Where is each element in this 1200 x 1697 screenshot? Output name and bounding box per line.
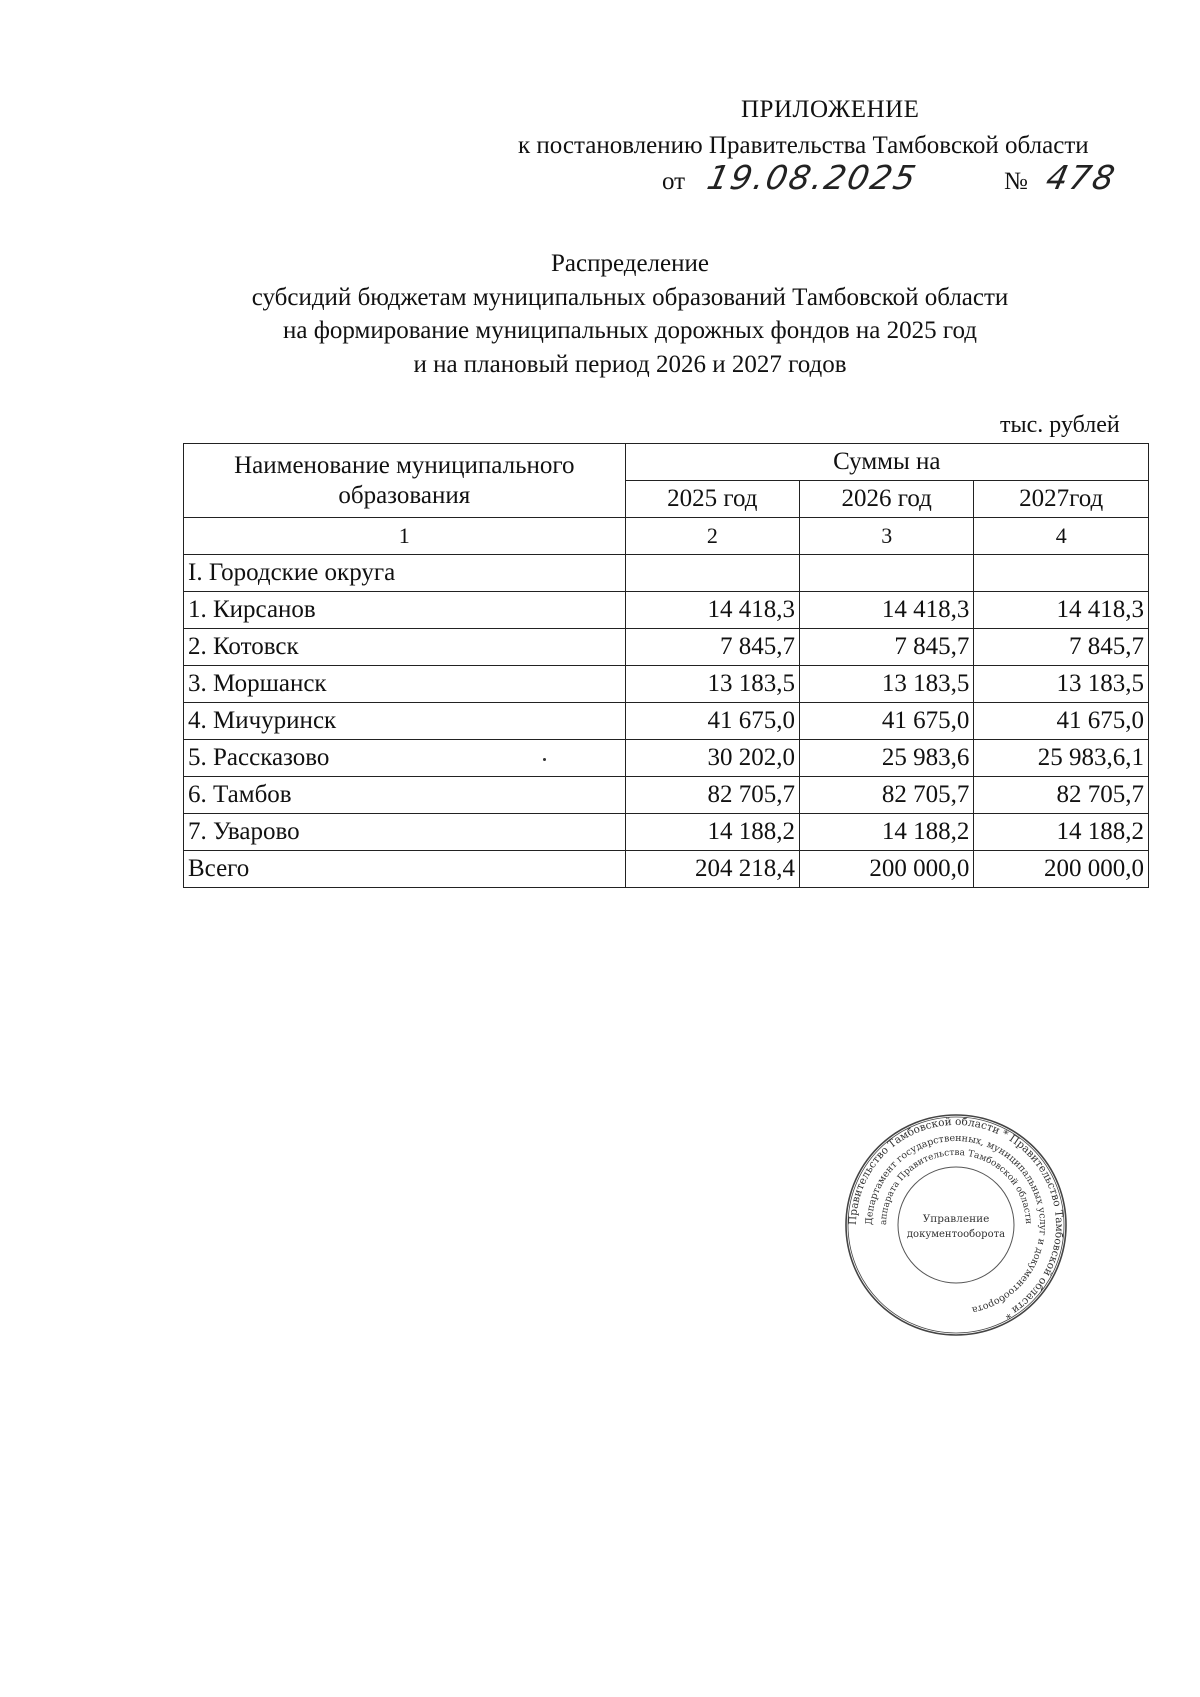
table-row [184,777,1149,814]
column-number-row [184,518,1149,555]
row-name: 6. Тамбов [184,777,626,814]
total-2025: 204 218,4 [625,851,799,888]
column-number: 3 [800,518,974,555]
value-2026: 13 183,5 [800,666,974,703]
appendix-reference: к постановлению Правительства Тамбовской области [518,132,1089,159]
value-2025: 30 202,0 [625,740,799,777]
handwritten-date: 19.08.2025 [703,158,922,197]
header-year-2027: 2027год [974,481,1149,518]
row-name: 1. Кирсанов [184,592,626,629]
table-row [184,666,1149,703]
stamp-middle-text: Департамент государственных, муниципальных услуг и документооборота [863,1132,1049,1316]
appendix-date-row [662,156,1142,200]
distribution-table [183,443,1149,888]
value-2025: 41 675,0 [625,703,799,740]
row-name: 2. Котовск [184,629,626,666]
title-line: субсидий бюджетам муниципальных образований Тамбовской области [251,283,1009,311]
section-row [184,555,1149,592]
value-2026: 14 188,2 [800,814,974,851]
value-2027: 14 188,2 [974,814,1149,851]
row-name: 5. Рассказово [184,740,626,777]
header-sums: Суммы на [625,444,1148,481]
table-row [184,740,1149,777]
stamp-center-line2: документооборота [906,1229,1006,1240]
total-label: Всего [184,851,626,888]
table-row [184,814,1149,851]
title-line: Распределение [551,250,709,277]
value-2025: 14 418,3 [625,592,799,629]
title-line: на формирование муниципальных дорожных фондов на 2025 год [282,317,977,344]
table-header-row [184,444,1149,481]
header-year-2026: 2026 год [800,481,974,518]
value-2027: 14 418,3 [974,592,1149,629]
column-number: 2 [625,518,799,555]
value-2027: 13 183,5 [974,666,1149,703]
total-row [184,851,1149,888]
value-2026: 41 675,0 [800,703,974,740]
total-2026: 200 000,0 [800,851,974,888]
total-2027: 200 000,0 [974,851,1149,888]
units-label: тыс. рублей [1000,412,1120,438]
header-year-2025: 2025 год [625,481,799,518]
scan-speck [543,758,546,761]
value-2027: 41 675,0 [974,703,1149,740]
value-2025: 7 845,7 [625,629,799,666]
row-name: 7. Уварово [184,814,626,851]
row-name: 4. Мичуринск [184,703,626,740]
value-2026: 14 418,3 [800,592,974,629]
column-number: 1 [184,518,626,555]
table-row [184,629,1149,666]
value-2025: 82 705,7 [625,777,799,814]
stamp-center-line1: Управление [922,1213,990,1225]
value-2027: 82 705,7 [974,777,1149,814]
document-title [180,247,1080,381]
stamp-center-ring [898,1167,1014,1283]
official-stamp [843,1112,1069,1338]
appendix-title: ПРИЛОЖЕНИЕ [741,96,920,123]
stamp-inner-text: аппарата Правительства Тамбовской области [878,1147,1034,1226]
table-row [184,703,1149,740]
row-name: 3. Моршанск [184,666,626,703]
value-2026: 7 845,7 [800,629,974,666]
from-label: от [662,168,686,195]
value-2025: 13 183,5 [625,666,799,703]
number-label: № [1004,168,1028,195]
value-2027: 25 983,6,1 [974,740,1149,777]
value-2027: 7 845,7 [974,629,1149,666]
value-2025: 14 188,2 [625,814,799,851]
section-label: I. Городские округа [184,555,626,592]
handwritten-number: 478 [1042,158,1121,197]
value-2026: 25 983,6 [800,740,974,777]
stamp-outer-text: Правительство Тамбовской области * Правительство Тамбовской области * [846,1115,1066,1321]
table-row [184,592,1149,629]
title-line: и на плановый период 2026 и 2027 годов [413,350,847,378]
column-number: 4 [974,518,1149,555]
value-2026: 82 705,7 [800,777,974,814]
header-name: Наименование муниципального образования [184,444,626,518]
